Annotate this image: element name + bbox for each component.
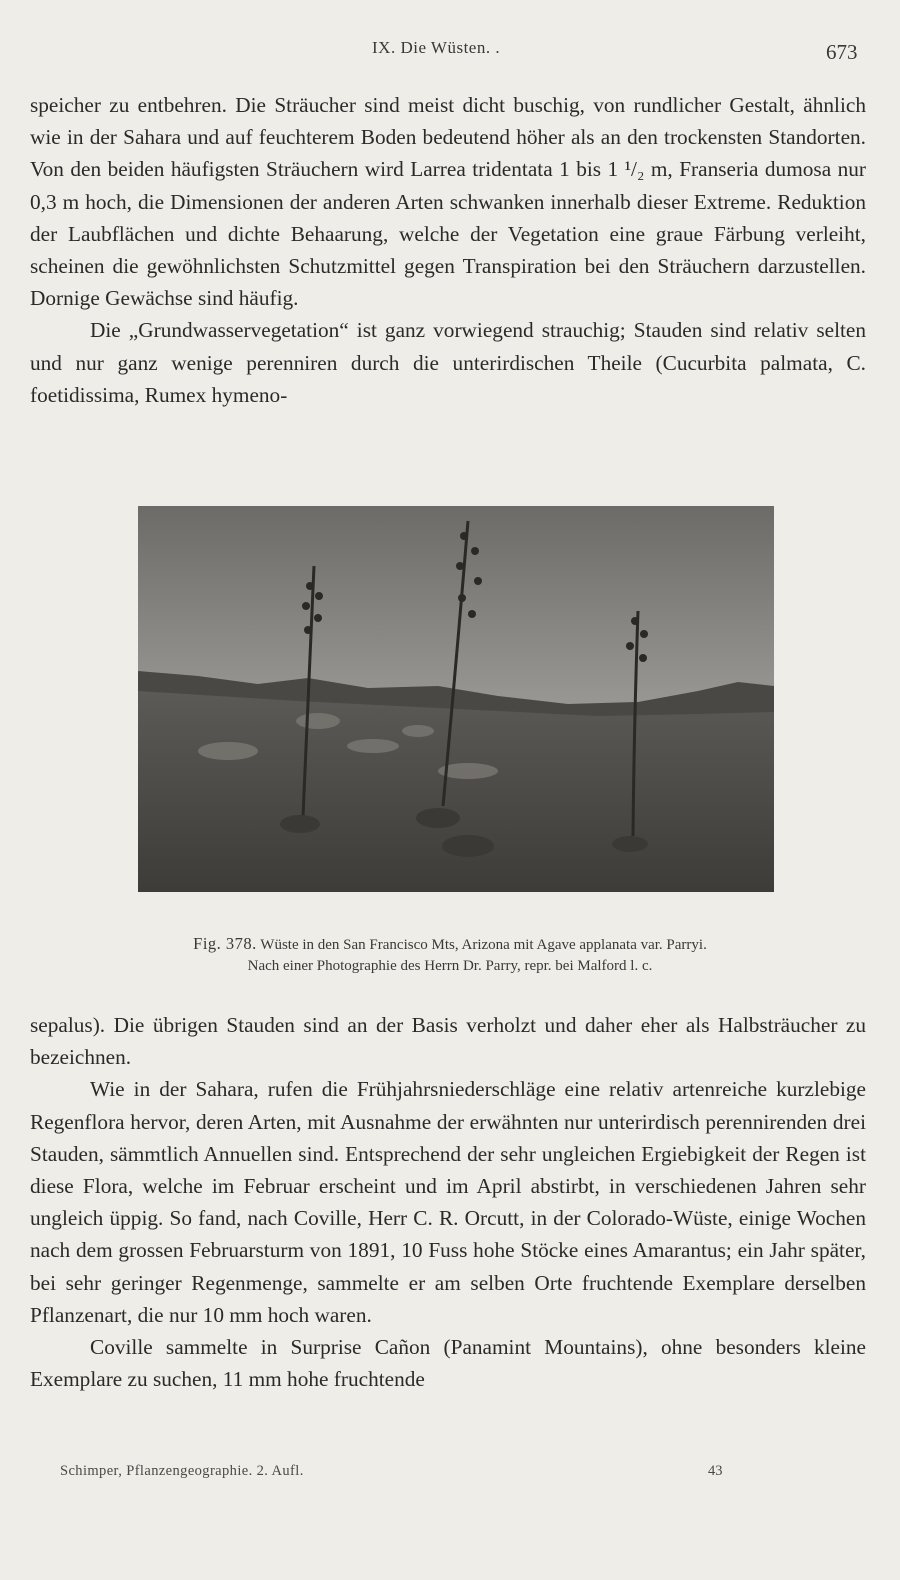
page-number: 673 bbox=[826, 40, 858, 64]
paragraph: Die „Grundwasservegetation“ ist ganz vorwiegend strauchig; Stauden sind relativ selten und nur ganz wenige perenniren durch die unterirdischen Theile (Cucurbita palmata, C. foetidissima, Rumex hymeno- bbox=[30, 318, 866, 407]
figure-caption bbox=[40, 933, 860, 977]
caption-line: Nach einer Photographie des Herrn Dr. Parry, repr. bei Malford l. c. bbox=[247, 958, 653, 974]
caption-line bbox=[40, 933, 860, 956]
body-text-top bbox=[30, 89, 866, 411]
figure-number: Fig. 378. bbox=[193, 934, 257, 953]
chapter-title: IX. Die Wüsten. . bbox=[372, 38, 501, 57]
book-signature: Schimper, Pflanzengeographie. 2. Aufl. bbox=[60, 1463, 304, 1479]
paragraph: speicher zu entbehren. Die Sträucher sind meist dicht buschig, von rundlicher Gestalt, ähnlich wie in der Sahara und auf feuchterem Boden bedeutend höher als an den trockensten Standorten. Von den beiden häufigsten Sträuchern wird Larrea tridentata 1 bis 1 ¹/₂ m, Franseria dumosa nur 0,3 m hoch, die Dimensionen der anderen Arten schwanken innerhalb dieser Extreme. Reduktion der Laubflächen und dichte Behaarung, welche der Vegetation eine graue Färbung verleiht, scheinen die gewöhnlichsten Schutzmittel gegen Transpiration bei den Sträuchern darzustellen. Dornige Gewächse sind häufig. bbox=[30, 93, 866, 311]
desert-ground bbox=[138, 691, 774, 892]
paragraph: sepalus). Die übrigen Stauden sind an der Basis verholzt und daher eher als Halbsträucher zu bezeichnen. bbox=[30, 1013, 866, 1070]
sheet-number: 43 bbox=[708, 1463, 723, 1479]
paragraph: Wie in der Sahara, rufen die Frühjahrsniederschläge eine relativ artenreiche kurzlebige Regenflora hervor, deren Arten, mit Ausnahme der erwähnten nur unterirdisch perennirenden drei Stauden, sämmtlich Annuellen sind. Entsprechend der sehr ungleichen Ergiebigkeit der Regen ist diese Flora, welche im Februar erscheint und im April abstirbt, in verschiedenen Jahren sehr ungleich üppig. So fand, nach Coville, Herr C. R. Orcutt, in der Colorado-Wüste, einige Wochen nach dem grossen Februarsturm von 1891, 10 Fuss hohe Stöcke eines Amarantus; ein Jahr später, bei sehr geringer Regenmenge, sammelte er am selben Orte fruchtende Exemplare derselben Pflanzenart, die nur 10 mm hoch waren. bbox=[30, 1077, 866, 1327]
desert-agave-photo bbox=[138, 506, 774, 892]
running-head bbox=[0, 36, 900, 66]
figure-photograph bbox=[138, 506, 774, 892]
caption-text: Wüste in den San Francisco Mts, Arizona mit Agave applanata var. Parryi. bbox=[260, 937, 707, 953]
paragraph: Coville sammelte in Surprise Cañon (Panamint Mountains), ohne besonders kleine Exemplare zu suchen, 11 mm hohe fruchtende bbox=[30, 1335, 866, 1392]
page-footer bbox=[0, 1461, 900, 1485]
body-text-bottom bbox=[30, 1009, 866, 1395]
